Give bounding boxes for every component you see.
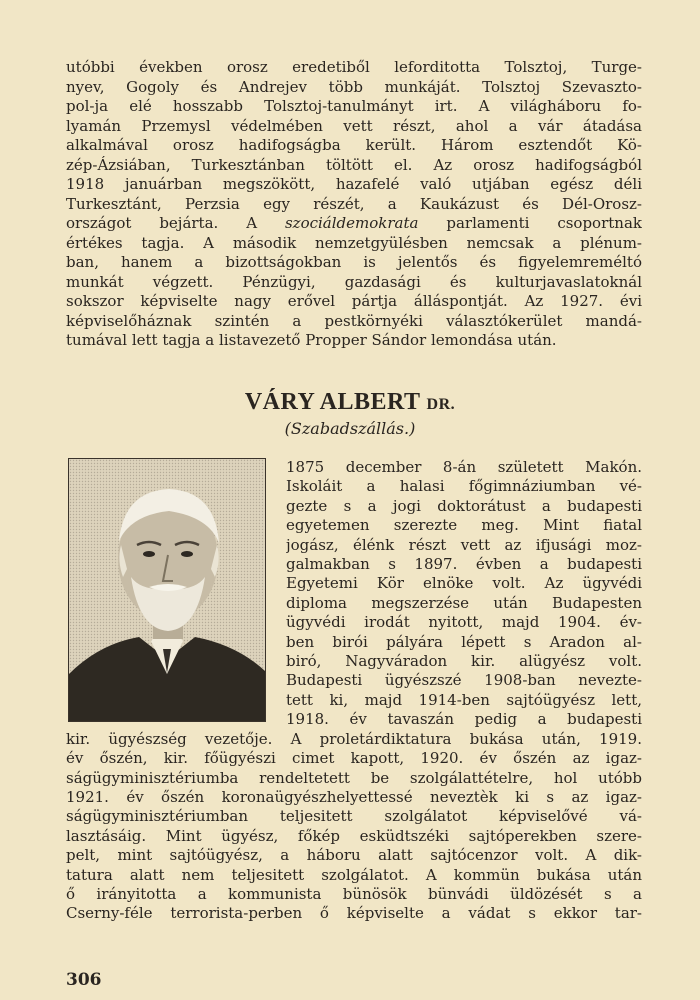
text-line: lasztásáig. Mint ügyész, főkép esküdtszéki sajtóperekben szere- [66, 826, 642, 845]
entry-heading [0, 389, 700, 416]
text-line: zép-Ázsiában, Turkesztánban töltött el. Az orosz hadifogságból [66, 155, 642, 174]
text-line: tett ki, majd 1914-ben sajtóügyész lett, [286, 690, 642, 709]
text-line: tumával lett tagja a listavezető Propper Sándor lemondása után. [66, 331, 557, 349]
text-line: lyamán Przemysl védelmében vett részt, ahol a vár átadása [66, 116, 642, 135]
person-name: VÁRY ALBERT [244, 389, 421, 415]
text-line: év őszén, kir. főügyészi cimet kapott, 1920. év őszén az igaz- [66, 749, 642, 768]
text-line: Cserny-féle terrorista-perben ő képviselte a vádat s ekkor tar- [66, 904, 642, 923]
text-line: ő irányitotta a kommunista bünösök bünvádi üldözését s a [66, 884, 642, 903]
text-line: Iskoláit a halasi főgimnáziumban vé- [286, 477, 642, 496]
person-title: DR. [426, 396, 456, 413]
text-line: jogász, élénk részt vett az ifjusági moz- [286, 535, 642, 554]
text-line: 1918 januárban megszökött, hazafelé való utjában egész déli [66, 175, 642, 193]
text-line: Budapesti ügyészszé 1908-ban nevezte- [286, 671, 642, 690]
text-line: Turkesztánt, Perzsia egy részét, a Kaukázust és Dél-Orosz- [66, 194, 642, 213]
text-line: biró, Nagyváradon kir. alügyész volt. [286, 652, 642, 671]
text-line: munkát végzett. Pénzügyi, gazdasági és kulturjavaslatoknál [66, 272, 642, 291]
text-line: ságügyminisztériumba rendeltetett be szolgálattételre, hol utóbb [66, 768, 642, 787]
biography-paragraph-vary [66, 458, 642, 924]
text-line: alkalmával orosz hadifogságba került. Három esztendőt Kö- [66, 136, 642, 154]
text-fragment: parlamenti csoportnak [446, 214, 642, 232]
text-line: galmakban s 1897. évben a budapesti [286, 555, 642, 574]
text-line: értékes tagja. A második nemzetgyülésben nemcsak a plénum- [66, 233, 642, 252]
text-line: sokszor képviselte nagy erővel pártja álláspontját. Az 1927. évi [66, 292, 642, 310]
text-line: ben birói pályára lépett s Aradon al- [286, 632, 642, 651]
text-line: tatura alatt nem teljesitett szolgálatot. A kommün bukása után [66, 865, 642, 884]
text-line: ban, hanem a bizottságokban is jelentős és figyelemreméltó [66, 253, 642, 271]
constituency-subtitle: (Szabadszállás.) [284, 419, 416, 438]
text-line: utóbbi években orosz eredetiből leforditotta Tolsztoj, Turge- [66, 58, 642, 76]
text-line: pelt, mint sajtóügyész, a háboru alatt sajtócenzor volt. A dik- [66, 846, 642, 865]
text-line: nyev, Gogoly és Andrejev több munkáját. Tolsztoj Szevaszto- [66, 77, 642, 96]
text-line: 1875 december 8-án született Makón. [286, 458, 642, 476]
text-line: 1921. év őszén koronaügyészhelyettessé neveztèk ki s az igaz- [66, 787, 642, 806]
biography-paragraph-previous [66, 58, 642, 351]
text-fragment: országot bejárta. A [66, 214, 258, 232]
text-line: 1918. év tavaszán pedig a budapesti [286, 710, 642, 729]
text-line: pol-ja elé hosszabb Tolsztoj-tanulmányt irt. A világháboru fo- [66, 97, 642, 115]
text-line: ügyvédi irodát nyitott, majd 1904. év- [286, 613, 642, 632]
text-line: ságügyminisztériumban teljesitett szolgálatot képviselővé vá- [66, 807, 642, 826]
text-line: kir. ügyészség vezetője. A proletárdiktatura bukása után, 1919. [66, 729, 642, 748]
italic-term: szociáldemokrata [284, 214, 419, 232]
text-line: diploma megszerzése után Budapesten [286, 593, 642, 612]
text-line: Egyetemi Kör elnöke volt. Az ügyvédi [286, 574, 642, 593]
text-line: gezte s a jogi doktorátust a budapesti [286, 496, 642, 515]
text-line: képviselőháznak szintén a pestkörnyéki választókerület mandá- [66, 311, 642, 330]
text-line-with-italic [66, 214, 642, 234]
page-number: 306 [66, 970, 102, 990]
text-line: egyetemen szerezte meg. Mint fiatal [286, 516, 642, 535]
